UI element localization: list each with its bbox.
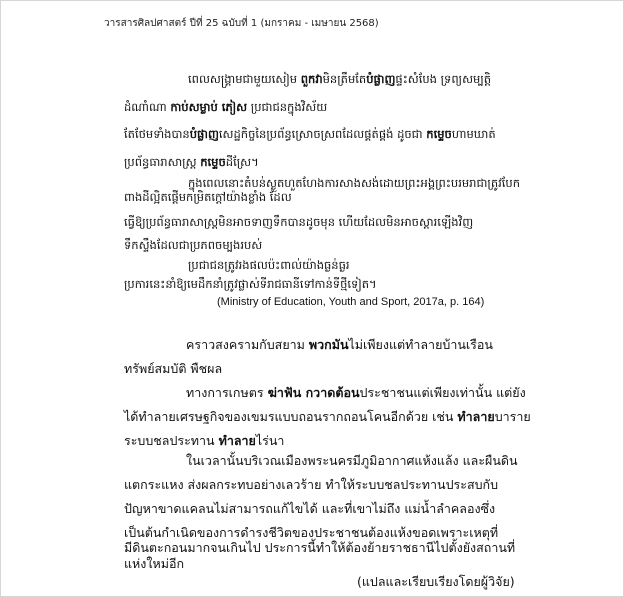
khmer-line xyxy=(124,190,292,207)
khmer-text: ដីស្រែ។ xyxy=(225,155,259,169)
thai-citation: (แปลและเรียบเรียงโดยผู้วิจัย) xyxy=(357,574,515,589)
khmer-text: ពេលសង្គ្រាមជាមួយសៀម xyxy=(188,72,301,86)
khmer-line xyxy=(124,277,377,294)
khmer-text: ប្រជាជនក្នុងវិស័យ xyxy=(247,100,328,114)
khmer-emphasis: កាប់សម្លាប់ ភៀស xyxy=(170,100,248,114)
thai-line xyxy=(186,383,526,403)
khmer-text: ប្រការនេះនាំឱ្យមេដឹកនាំត្រូវផ្លាស់ទីរាជធានីទៅកាន់ទីថ្មីទៀត។ xyxy=(124,277,377,291)
khmer-text: ពាងដីល្អិតផ្តើមកម្រិតក្តៅយ៉ាងខ្លាំង ដែល xyxy=(124,190,292,204)
khmer-text: តែថែមទាំងបាន xyxy=(124,127,190,141)
thai-line xyxy=(124,475,498,495)
thai-emphasis: พวกมัน xyxy=(308,337,349,352)
khmer-text: ផ្ទះសំបែង ទ្រព្យសម្បត្តិ xyxy=(395,72,492,86)
thai-text: ระบบชลประทาน xyxy=(124,433,219,448)
khmer-emphasis: ពួកវា xyxy=(300,72,323,86)
thai-emphasis: ฆ่าฟัน กวาดต้อน xyxy=(267,385,360,400)
khmer-emphasis: កម្ទេច xyxy=(426,127,452,141)
thai-text: ทรัพย์สมบัติ พืชผล xyxy=(124,361,223,376)
khmer-text: ដំណាំណា xyxy=(124,100,171,114)
thai-text: แห่งใหม่อีก xyxy=(124,556,185,571)
thai-line xyxy=(186,451,518,471)
thai-text: ทางการเกษตร xyxy=(186,385,268,400)
khmer-text: ធ្វើឱ្យប្រព័ន្ធធារាសាស្ត្រមិនអាចទាញទឹកបានដូចមុន ហើយដែលមិនអាចស្ដារឡើងវិញ xyxy=(124,215,474,229)
thai-line xyxy=(124,431,284,451)
khmer-line xyxy=(124,100,327,117)
khmer-emphasis: បំផ្លាញ xyxy=(366,72,396,86)
thai-text: ในเวลานั้นบริเวณเมืองพระนครมีภูมิอากาศแห้งแล้ง และผืนดิน xyxy=(186,453,518,468)
thai-text: แตกระแหง ส่งผลกระทบอย่างเลวร้าย ทำให้ระบบชลประทานประสบกับ xyxy=(124,477,499,492)
thai-text: เป็นต้นกำเนิดของการดำรงชีวิตของประชาชนต้องแห้งขอดเพราะเหตุที่ xyxy=(124,525,499,540)
khmer-line xyxy=(124,155,259,172)
khmer-line xyxy=(124,127,496,144)
thai-emphasis: ทำลาย xyxy=(457,409,495,424)
khmer-line xyxy=(124,215,473,232)
khmer-text: មិនត្រឹមតែ xyxy=(322,72,367,86)
khmer-line xyxy=(124,238,262,255)
thai-line xyxy=(124,407,531,427)
khmer-text: ហាមឃាត់ xyxy=(451,127,496,141)
khmer-text: ប្រជាជនត្រូវរងផលប៉ះពាល់យ៉ាងធ្ងន់ធ្ងរ xyxy=(188,258,350,272)
thai-text: ไร่นา xyxy=(255,433,285,448)
thai-line xyxy=(124,359,222,379)
khmer-line xyxy=(188,258,350,275)
thai-line xyxy=(186,335,493,355)
thai-text: ปัญหาขาดแคลนไม่สามารถแก้ไขได้ และที่เขาไม่ถึง แม่น้ำลำคลองซึ่ง xyxy=(124,501,496,516)
khmer-text: សេដ្ឋកិច្ចនៃប្រព័ន្ធស្រោចស្រពដែលផ្គត់ផ្គង់ ដូចជា xyxy=(218,127,427,141)
thai-text: บาราย xyxy=(494,409,531,424)
thai-text: คราวสงครามกับสยาม xyxy=(186,337,309,352)
thai-text: ได้ทำลายเศรษฐกิจของเขมรแบบถอนรากถอนโคนอีกด้วย เช่น xyxy=(124,409,458,424)
thai-text: ไม่เพียงแต่ทำลายบ้านเรือน xyxy=(348,337,493,352)
thai-line xyxy=(124,554,184,574)
khmer-citation: (Ministry of Education, Youth and Sport, 2017a, p. 164) xyxy=(217,296,485,308)
thai-emphasis: ทำลาย xyxy=(218,433,256,448)
journal-header: วารสารศิลปศาสตร์ ปีที่ 25 ฉบับที่ 1 (มกราคม - เมษายน 2568) xyxy=(104,18,379,29)
thai-text: มีดินตะกอนมากจนเกินไป ประการนี้ทำให้ต้องย้ายราชธานีไปตั้งยังสถานที่ xyxy=(124,540,516,555)
khmer-text: ប្រព័ន្ធធារាសាស្ត្រ xyxy=(124,155,201,169)
thai-text: ประชาชนแต่เพียงเท่านั้น แต่ยัง xyxy=(359,385,526,400)
khmer-line xyxy=(188,72,491,89)
khmer-emphasis: កម្ទេច xyxy=(200,155,226,169)
khmer-text: ក្នុងពេលនោះតំបន់ស្ងួតហួតហែងការសាងសង់ដោយព្រះអង្គព្រះបរមរាជាត្រូវបែក xyxy=(188,176,521,190)
khmer-emphasis: បំផ្លាញ xyxy=(189,127,219,141)
thai-line xyxy=(124,499,495,519)
khmer-text: ទឹកស្ទឹងដែលជាប្រភពចម្បងរបស់ xyxy=(124,238,263,252)
